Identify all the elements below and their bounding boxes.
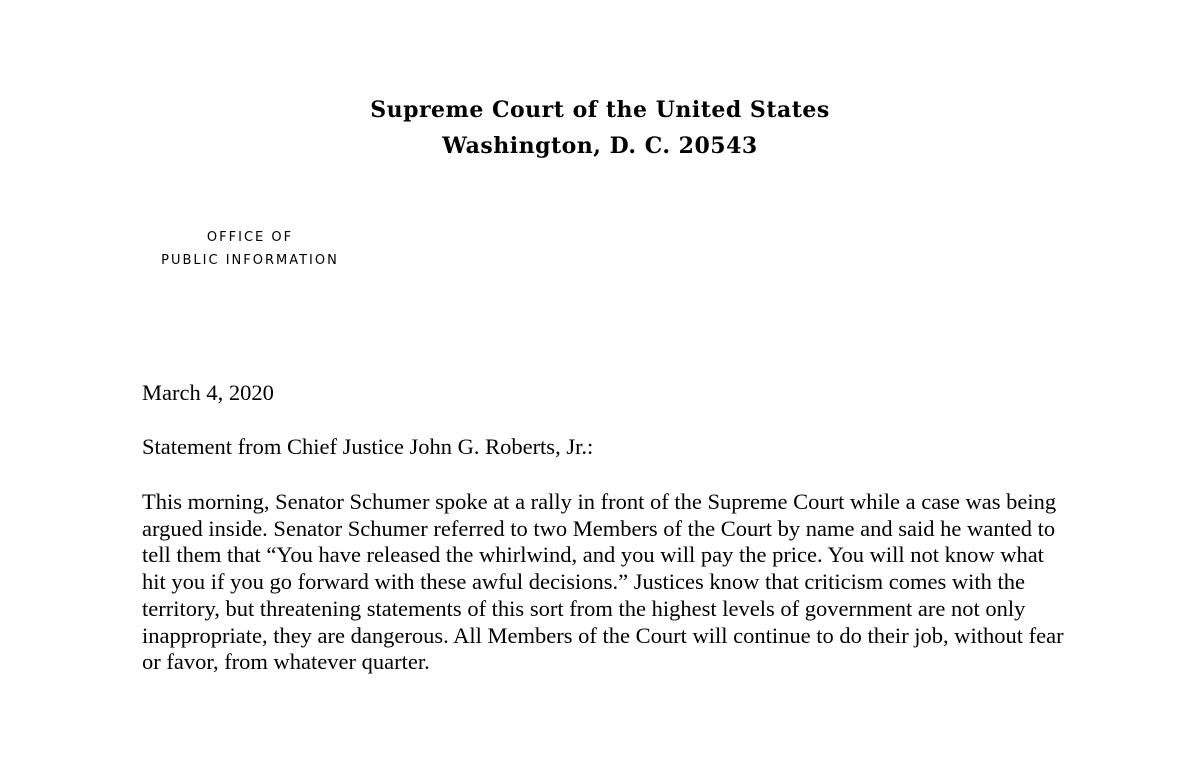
office-line-2: PUBLIC INFORMATION <box>161 253 339 268</box>
letterhead-court-name: Supreme Court of the United States <box>370 97 830 123</box>
statement-title: Statement from Chief Justice John G. Roberts, Jr.: <box>142 434 594 459</box>
office-line-1: OFFICE OF <box>206 230 294 245</box>
statement-date: March 4, 2020 <box>142 380 274 405</box>
letterhead <box>0 92 1200 164</box>
statement-body: This morning, Senator Schumer spoke at a rally in front of the Supreme Court while a case was being argued inside. Senator Schumer referred to two Members of the Court by name and said he wanted to tell them that “You have released the whirlwind, and you will pay the price. You will not know what hit you if you go forward with these awful decisions.” Justices know that criticism comes with the territory, but threatening statements of this sort from the highest levels of government are not only inappropriate, they are dangerous. All Members of the Court will continue to do their job, without fear or favor, from whatever quarter. <box>142 489 1064 675</box>
office-heading <box>140 226 360 272</box>
letterhead-address: Washington, D. C. 20543 <box>442 133 758 159</box>
